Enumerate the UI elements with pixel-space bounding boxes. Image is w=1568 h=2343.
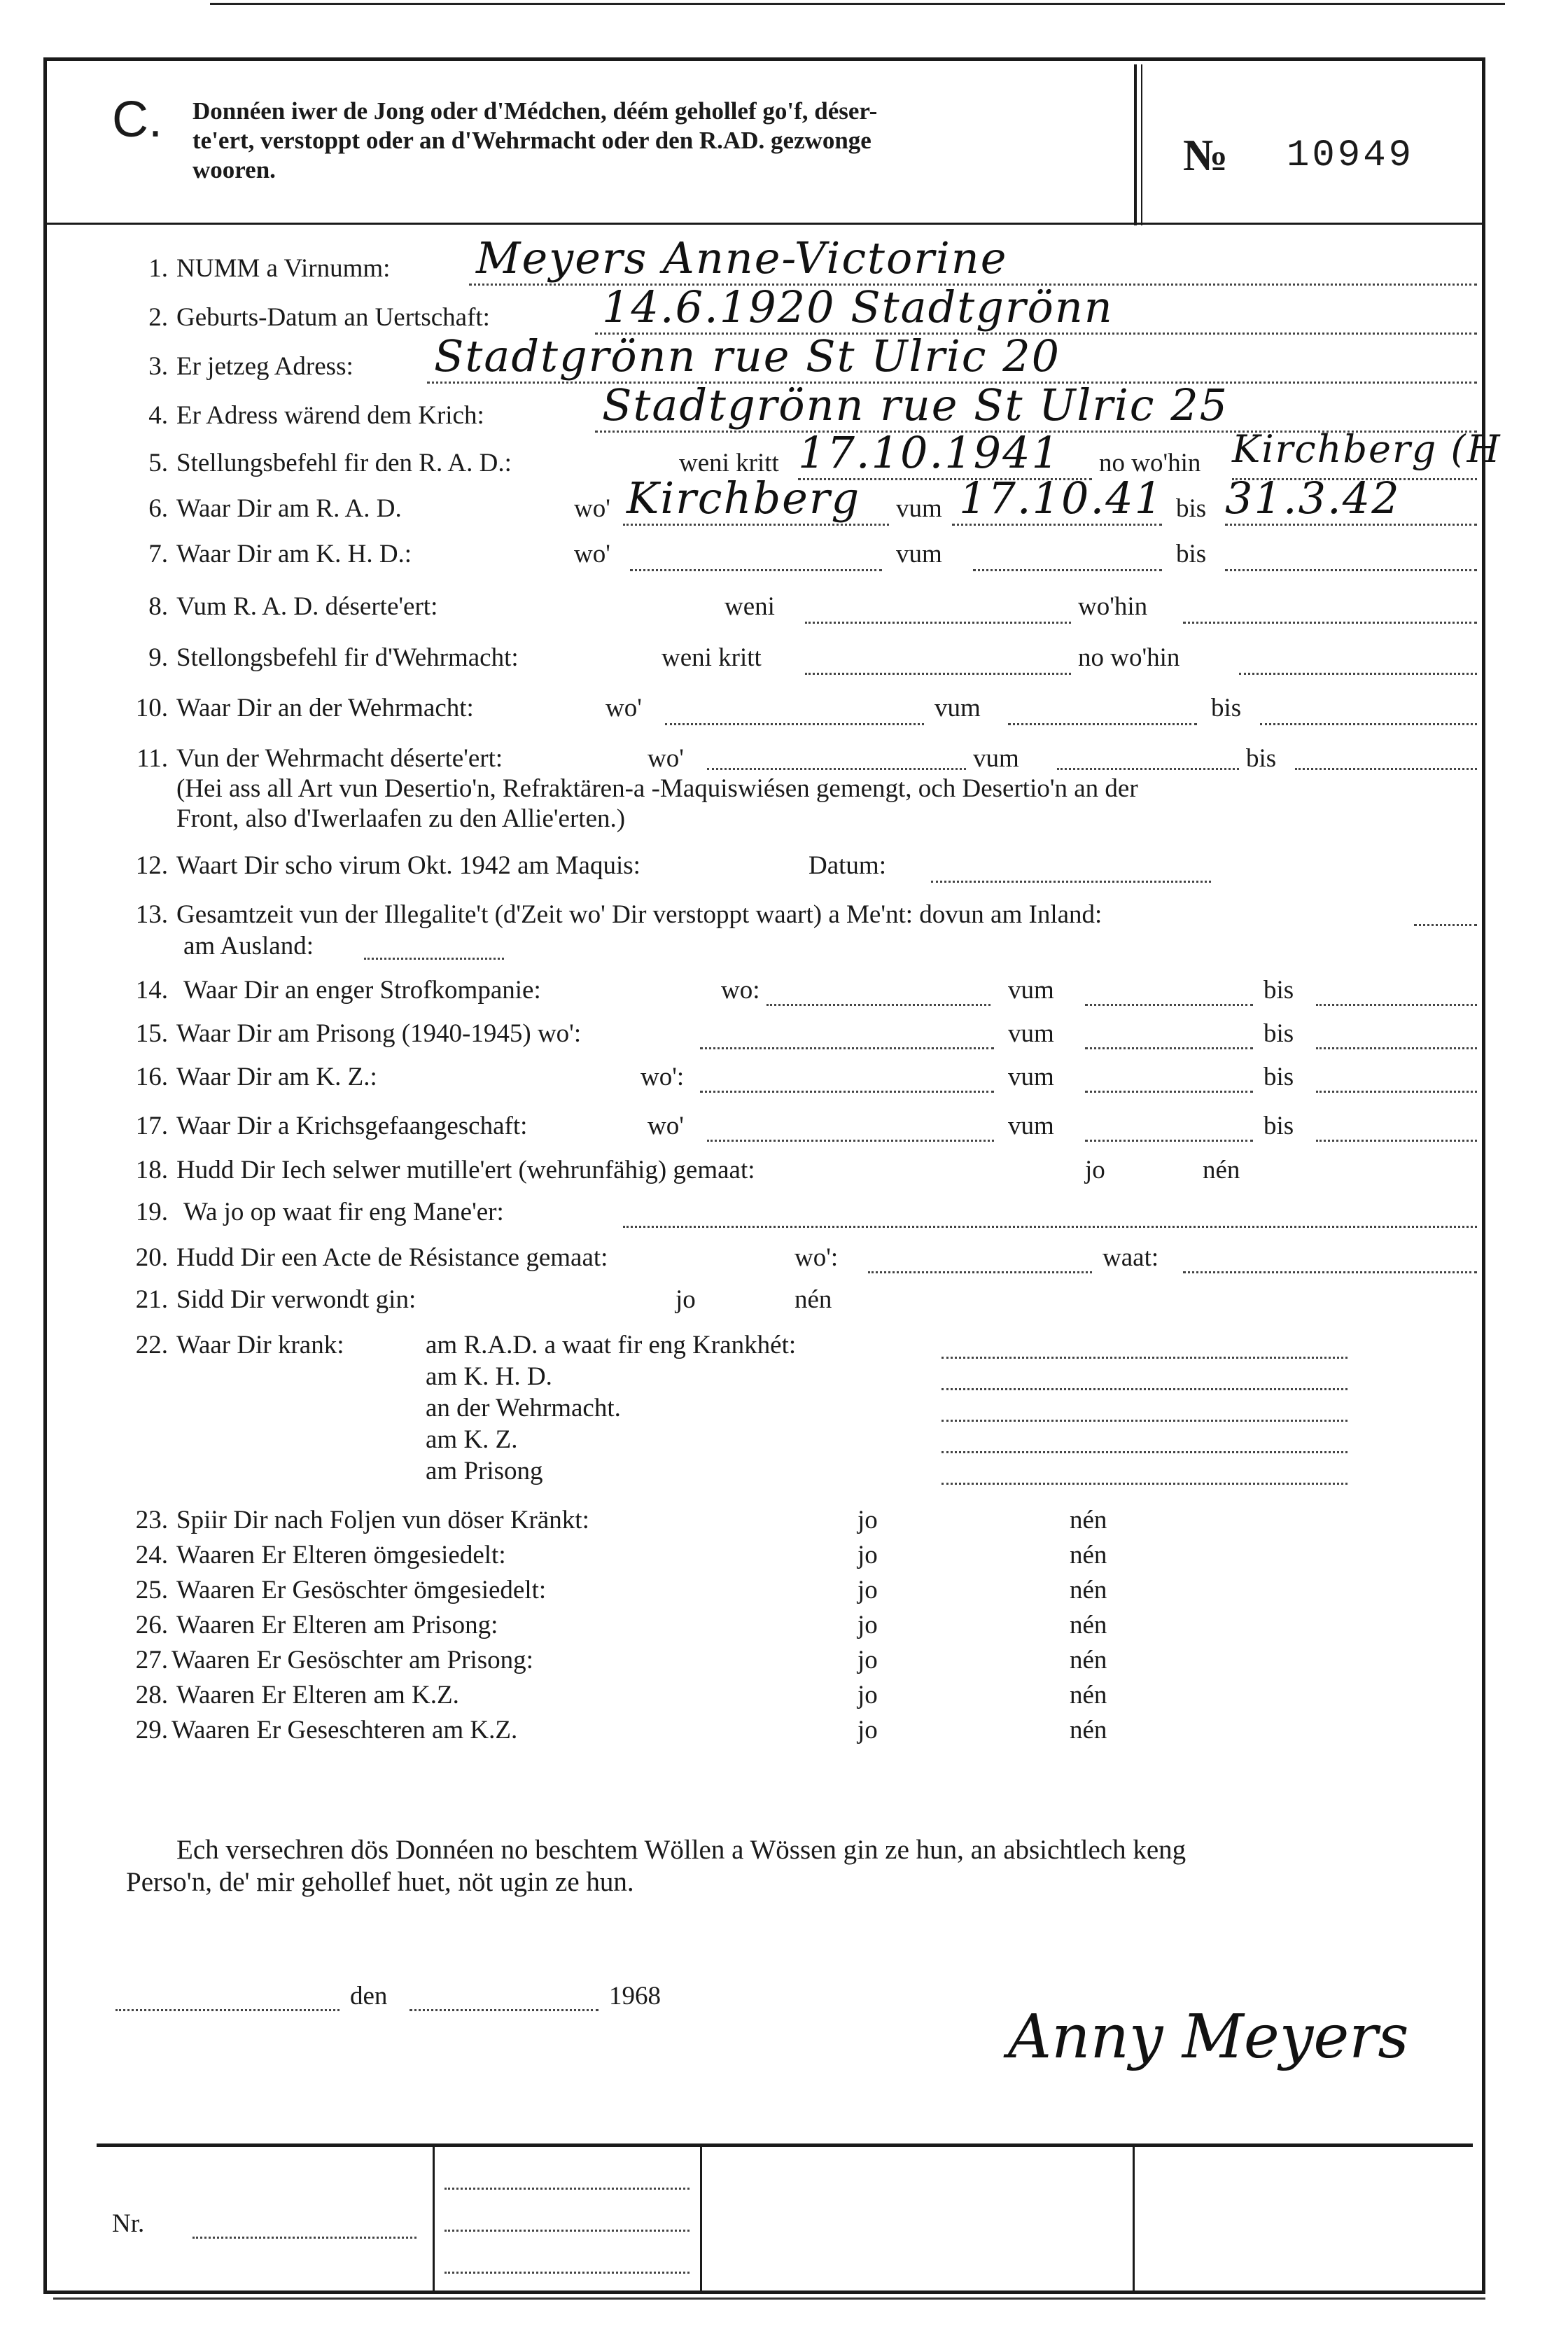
choice-no: nén [1070, 1541, 1107, 1569]
item-number: 27. [135, 1646, 168, 1674]
item-label: Waar Dir am K. H. D.: [176, 540, 412, 568]
item-number: 10. [135, 694, 168, 722]
answer-line [941, 1420, 1348, 1422]
answer-line [973, 569, 1162, 571]
choice-yes: jo [858, 1611, 878, 1639]
choice-no: nén [794, 1285, 832, 1314]
field-label: bis [1176, 494, 1207, 523]
field-label: no wo'hin [1099, 449, 1201, 477]
item-number: 17. [135, 1112, 168, 1140]
item-label: Waart Dir scho virum Okt. 1942 am Maquis: [176, 851, 640, 880]
choice-yes: jo [676, 1285, 696, 1314]
choice-no: nén [1070, 1506, 1107, 1534]
handwritten-answer: 31.3.42 [1225, 473, 1401, 524]
choice-yes: jo [858, 1576, 878, 1604]
item-number: 18. [135, 1156, 168, 1184]
answer-line [1085, 1091, 1253, 1093]
field-label: wo': [640, 1063, 685, 1091]
answer-line [941, 1483, 1348, 1485]
item-number: 26. [135, 1611, 168, 1639]
answer-line [1225, 569, 1477, 571]
item-label: Stellungsbefehl fir den R. A. D.: [176, 449, 512, 477]
footer-line [444, 2188, 690, 2190]
item-number: 11. [136, 744, 168, 773]
item-label: Waar Dir am K. Z.: [176, 1063, 377, 1091]
item-sublabel: am K. H. D. [426, 1362, 552, 1391]
item-label: Vun der Wehrmacht déserte'ert: [176, 744, 503, 773]
item-label: Waaren Er Gesöschter am Prisong: [172, 1646, 533, 1674]
item-number: 9. [148, 643, 168, 672]
answer-line [700, 1047, 994, 1049]
handwritten-answer: Kirchberg (H [1232, 427, 1502, 471]
field-label: wo'hin [1078, 592, 1148, 621]
item-sublabel: an der Wehrmacht. [426, 1394, 621, 1422]
answer-line [1316, 1047, 1477, 1049]
item-number: 4. [148, 401, 168, 430]
section-letter: C. [112, 92, 162, 148]
item-number: 6. [148, 494, 168, 523]
footer-column-divider [700, 2145, 702, 2293]
answer-line [707, 768, 966, 770]
answer-line [1239, 673, 1477, 675]
item-label: Gesamtzeit vun der Illegalite't (d'Zeit wo' Dir verstoppt waart) a Me'nt: dovun am Inland: [176, 900, 1102, 929]
item-label: Sidd Dir verwondt gin: [176, 1285, 416, 1314]
answer-line [1414, 924, 1477, 926]
field-label: no wo'hin [1078, 643, 1180, 672]
choice-no: nén [1070, 1681, 1107, 1709]
answer-line [630, 569, 882, 571]
footer-rule [97, 2143, 1473, 2147]
field-label: bis [1264, 976, 1294, 1005]
choice-yes: jo [858, 1646, 878, 1674]
field-label: bis [1264, 1019, 1294, 1048]
heading-line: Donnéen iwer de Jong oder d'Médchen, déém gehollef go'f, déser- [192, 97, 878, 125]
field-label: wo' [648, 744, 684, 773]
date-line [410, 2009, 598, 2011]
item-number: 21. [135, 1285, 168, 1314]
answer-line [805, 673, 1071, 675]
item-number: 28. [135, 1681, 168, 1709]
field-label: bis [1211, 694, 1242, 722]
answer-line [1057, 768, 1239, 770]
handwritten-answer: Meyers Anne-Victorine [476, 232, 1008, 284]
footer-column-divider [433, 2145, 435, 2293]
answer-line [1260, 723, 1477, 725]
item-number: 3. [148, 352, 168, 381]
item-label: Waaren Er Geseschteren am K.Z. [172, 1716, 518, 1744]
handwritten-answer: Stadtgrönn rue St Ulric 25 [602, 379, 1229, 431]
item-sublabel: am K. Z. [426, 1425, 518, 1454]
item-label: NUMM a Virnumm: [176, 254, 391, 283]
field-label: bis [1176, 540, 1207, 568]
header-divider [1141, 64, 1142, 225]
answer-line [868, 1271, 1092, 1273]
answer-line [1225, 524, 1477, 526]
item-label: Waar Dir a Krichsgefaangeschaft: [176, 1112, 528, 1140]
declaration-line: Ech versechren dös Donnéen no beschtem Wöllen a Wössen gin ze hun, an absichtlech keng [176, 1835, 1186, 1865]
field-label: weni [724, 592, 775, 621]
section-heading [192, 97, 1102, 185]
item-number: 12. [135, 851, 168, 880]
date-year: 1968 [609, 1982, 661, 2010]
item-label: Waaren Er Elteren am K.Z. [176, 1681, 459, 1709]
answer-line [364, 958, 504, 960]
field-label: weni kritt [662, 643, 762, 672]
handwritten-answer: 17.10.41 [959, 473, 1164, 524]
item-label: Waaren Er Elteren ömgesiedelt: [176, 1541, 506, 1569]
handwritten-answer: 17.10.1941 [798, 427, 1060, 478]
place-line [115, 2009, 340, 2011]
answer-line [700, 1091, 994, 1093]
field-label: wo': [794, 1243, 839, 1272]
field-label: vum [1008, 976, 1054, 1005]
answer-line [1085, 1004, 1253, 1006]
item-label: Waar Dir an der Wehrmacht: [176, 694, 474, 722]
item-sublabel: am Prisong [426, 1457, 543, 1485]
answer-line [766, 1004, 990, 1006]
choice-yes: jo [858, 1681, 878, 1709]
item-label: Wa jo op waat fir eng Mane'er: [183, 1198, 504, 1226]
item-label: Waaren Er Elteren am Prisong: [176, 1611, 498, 1639]
item-number: 29. [135, 1716, 168, 1744]
signature: Anny Meyers [1008, 2002, 1409, 2072]
answer-line [1085, 1140, 1253, 1142]
answer-line [941, 1388, 1348, 1390]
item-number: 1. [148, 254, 168, 283]
item-label: Hudd Dir Iech selwer mutille'ert (wehrunfähig) gemaat: [176, 1156, 755, 1184]
answer-line [1316, 1004, 1477, 1006]
answer-line [941, 1357, 1348, 1359]
item-label: am Ausland: [183, 932, 314, 960]
item-number: 8. [148, 592, 168, 621]
answer-line [623, 524, 889, 526]
answer-line [1085, 1047, 1253, 1049]
answer-line [805, 622, 1071, 624]
item-number: 23. [135, 1506, 168, 1534]
item-label: Hudd Dir een Acte de Résistance gemaat: [176, 1243, 608, 1272]
answer-line [707, 1140, 994, 1142]
answer-line [623, 1226, 1477, 1228]
answer-line [1316, 1140, 1477, 1142]
item-number: 25. [135, 1576, 168, 1604]
footer-line [444, 2230, 690, 2232]
field-label: wo' [606, 694, 642, 722]
field-label: weni kritt [679, 449, 779, 477]
footer-nr-label: Nr. [112, 2209, 145, 2238]
item-label: Waar Dir am Prisong (1940-1945) wo': [176, 1019, 582, 1048]
choice-no: nén [1070, 1576, 1107, 1604]
item-label: Geburts-Datum an Uertschaft: [176, 303, 490, 332]
item-number: 19. [135, 1198, 168, 1226]
handwritten-answer: Stadtgrönn rue St Ulric 20 [434, 330, 1061, 382]
item-label: Waar Dir an enger Strofkompanie: [183, 976, 541, 1005]
footer-column-divider [1133, 2145, 1135, 2293]
declaration-line: Perso'n, de' mir gehollef huet, nöt ugin ze hun. [126, 1867, 634, 1897]
item-label: Er Adress wärend dem Krich: [176, 401, 484, 430]
bottom-double-rule [53, 2297, 1485, 2300]
choice-no: nén [1203, 1156, 1240, 1184]
header-divider [1134, 64, 1137, 225]
heading-line: wooren. [192, 156, 276, 183]
footer-nr-line [192, 2237, 416, 2239]
answer-line [931, 881, 1211, 883]
item-number: 2. [148, 303, 168, 332]
date-label: den [350, 1982, 388, 2010]
item-number: 22. [135, 1331, 168, 1359]
item-label: Vum R. A. D. déserte'ert: [176, 592, 438, 621]
field-label: vum [896, 540, 942, 568]
item-number: 15. [135, 1019, 168, 1048]
item-label: Stellongsbefehl fir d'Wehrmacht: [176, 643, 519, 672]
field-label: waat: [1102, 1243, 1159, 1272]
number-sign: № [1183, 130, 1228, 180]
choice-yes: jo [858, 1506, 878, 1534]
field-label: bis [1246, 744, 1277, 773]
item-label: Spiir Dir nach Foljen vun döser Kränkt: [176, 1506, 589, 1534]
field-label: bis [1264, 1112, 1294, 1140]
item-label: Er jetzeg Adress: [176, 352, 354, 381]
answer-line [1183, 622, 1477, 624]
field-label: bis [1264, 1063, 1294, 1091]
field-label: wo' [574, 494, 610, 523]
item-number: 13. [135, 900, 168, 929]
item-note: Front, also d'Iwerlaafen zu den Allie'erten.) [176, 804, 626, 833]
answer-line [952, 524, 1162, 526]
choice-yes: jo [1085, 1156, 1105, 1184]
item-label: Waaren Er Gesöschter ömgesiedelt: [176, 1576, 547, 1604]
field-label: vum [1008, 1112, 1054, 1140]
item-number: 16. [135, 1063, 168, 1091]
item-label: Waar Dir krank: [176, 1331, 344, 1359]
form-number: 10949 [1287, 134, 1415, 177]
answer-line [1316, 1091, 1477, 1093]
choice-no: nén [1070, 1716, 1107, 1744]
field-label: vum [1008, 1019, 1054, 1048]
field-label: vum [896, 494, 942, 523]
item-number: 14. [135, 976, 168, 1005]
choice-no: nén [1070, 1646, 1107, 1674]
field-label: wo' [574, 540, 610, 568]
item-sublabel: am R.A.D. a waat fir eng Krankhét: [426, 1331, 797, 1359]
item-number: 5. [148, 449, 168, 477]
item-number: 24. [135, 1541, 168, 1569]
heading-line: te'ert, verstoppt oder an d'Wehrmacht oder den R.AD. gezwonge [192, 127, 872, 154]
choice-no: nén [1070, 1611, 1107, 1639]
item-number: 20. [135, 1243, 168, 1272]
answer-line [1008, 723, 1197, 725]
footer-line [444, 2272, 690, 2274]
choice-yes: jo [858, 1716, 878, 1744]
field-label: wo: [721, 976, 760, 1005]
answer-line [941, 1451, 1348, 1453]
handwritten-answer: 14.6.1920 Stadtgrönn [602, 281, 1114, 333]
field-label: Datum: [808, 851, 886, 880]
field-label: vum [934, 694, 981, 722]
choice-yes: jo [858, 1541, 878, 1569]
declaration-text [126, 1834, 1186, 1898]
header-separator [43, 223, 1485, 225]
item-label: Waar Dir am R. A. D. [176, 494, 402, 523]
field-label: vum [1008, 1063, 1054, 1091]
item-number: 7. [148, 540, 168, 568]
handwritten-answer: Kirchberg [626, 473, 861, 524]
answer-line [1183, 1271, 1477, 1273]
item-note: (Hei ass all Art vun Desertio'n, Refraktären-a -Maquiswiésen gemengt, och Desertio'n an der [176, 774, 1138, 803]
answer-line [1295, 768, 1477, 770]
field-label: vum [973, 744, 1019, 773]
answer-line [665, 723, 924, 725]
field-label: wo' [648, 1112, 684, 1140]
top-rule [210, 3, 1505, 5]
